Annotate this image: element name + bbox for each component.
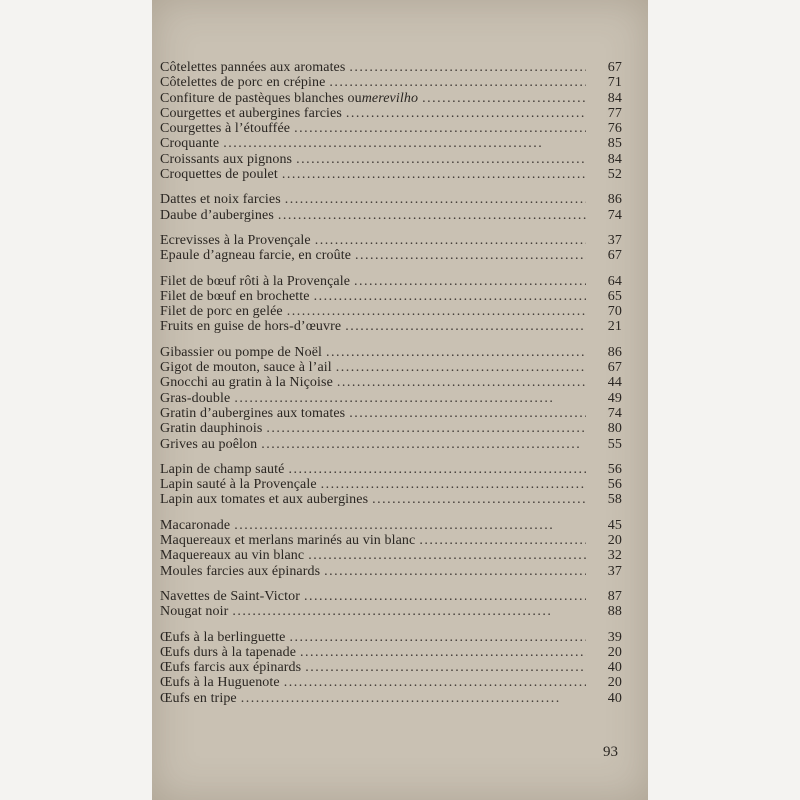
page-number: 93 — [603, 744, 618, 760]
index-group — [160, 192, 622, 223]
entry-page-number: 39 — [607, 629, 622, 645]
dot-leader — [326, 345, 586, 360]
entry-page-number: 32 — [607, 548, 622, 564]
entry-page-number: 21 — [607, 319, 622, 335]
entry-title: Filet de bœuf rôti à la Provençale — [160, 273, 351, 289]
entry-title: Croquante — [160, 136, 220, 152]
entry-title: Gigot de mouton, sauce à l’ail — [160, 360, 332, 376]
dot-leader — [337, 375, 586, 390]
entry-page-number: 52 — [607, 167, 622, 183]
dot-leader — [261, 437, 586, 452]
entry-title: Gratin d’aubergines aux tomates — [160, 405, 346, 421]
entry-title: Nougat noir — [160, 604, 229, 620]
index-entry — [160, 289, 622, 304]
entry-page-number: 45 — [607, 517, 622, 533]
index-entry — [160, 208, 622, 223]
index-entry — [160, 106, 622, 121]
entry-title: Navettes de Saint-Victor — [160, 588, 300, 604]
index-entry — [160, 492, 622, 507]
dot-leader — [349, 60, 586, 75]
entry-title: Dattes et noix farcies — [160, 192, 281, 208]
entry-title: Courgettes et aubergines farcies — [160, 105, 342, 121]
entry-page-number: 56 — [607, 461, 622, 477]
dot-leader — [422, 91, 586, 106]
index-entry — [160, 675, 622, 690]
dot-leader — [278, 208, 586, 223]
index-group — [160, 462, 622, 508]
entry-page-number: 65 — [607, 288, 622, 304]
entry-title-italic: merevilho — [361, 90, 419, 106]
index-entry — [160, 192, 622, 207]
index-entry — [160, 630, 622, 645]
entry-title: Gras-double — [160, 390, 231, 406]
entry-title: Croissants aux pignons — [160, 151, 293, 167]
dot-leader — [289, 630, 586, 645]
entry-title: Lapin sauté à la Provençale — [160, 477, 317, 493]
entry-title: Filet de porc en gelée — [160, 304, 283, 320]
dot-leader — [234, 518, 586, 533]
entry-page-number: 76 — [607, 121, 622, 137]
index-group — [160, 60, 622, 182]
entry-title: Gnocchi au gratin à la Niçoise — [160, 375, 333, 391]
index-entry — [160, 121, 622, 136]
entry-title: Œufs à la berlinguette — [160, 629, 286, 645]
dot-leader — [329, 75, 586, 90]
index-entry — [160, 304, 622, 319]
dot-leader — [284, 675, 586, 690]
entry-title: Maquereaux au vin blanc — [160, 548, 305, 564]
book-page — [152, 0, 648, 800]
dot-leader — [354, 274, 586, 289]
entry-page-number: 40 — [607, 690, 622, 706]
index-group — [160, 518, 622, 579]
entry-title: Daube d’aubergines — [160, 207, 274, 223]
entry-page-number: 85 — [607, 136, 622, 152]
entry-title: Confiture de pastèques blanches ou — [160, 90, 362, 106]
entry-page-number: 71 — [607, 75, 622, 91]
entry-page-number: 86 — [607, 192, 622, 208]
index-entry — [160, 604, 622, 619]
entry-page-number: 56 — [607, 477, 622, 493]
entry-title: Macaronade — [160, 517, 231, 533]
dot-leader — [282, 167, 586, 182]
entry-title: Courgettes à l’étouffée — [160, 121, 291, 137]
index-group — [160, 630, 622, 706]
entry-title: Gratin dauphinois — [160, 421, 263, 437]
index-entry — [160, 60, 622, 75]
dot-leader — [232, 604, 586, 619]
index-entry — [160, 564, 622, 579]
entry-page-number: 37 — [607, 232, 622, 248]
dot-leader — [315, 233, 586, 248]
entry-page-number: 49 — [607, 390, 622, 406]
dot-leader — [349, 406, 586, 421]
entry-page-number: 86 — [607, 344, 622, 360]
index-entry — [160, 319, 622, 334]
index-group — [160, 233, 622, 264]
entry-page-number: 67 — [607, 360, 622, 376]
index-entry — [160, 274, 622, 289]
index-entry — [160, 589, 622, 604]
entry-title: Côtelettes de porc en crépine — [160, 75, 326, 91]
entry-page-number: 74 — [607, 405, 622, 421]
entry-page-number: 44 — [607, 375, 622, 391]
index-entry — [160, 75, 622, 90]
dot-leader — [266, 421, 586, 436]
entry-title: Gibassier ou pompe de Noël — [160, 344, 323, 360]
entry-title: Lapin aux tomates et aux aubergines — [160, 492, 369, 508]
index-entry — [160, 518, 622, 533]
dot-leader — [285, 192, 586, 207]
entry-title: Œufs à la Huguenote — [160, 675, 280, 691]
entry-title: Filet de bœuf en brochette — [160, 288, 310, 304]
dot-leader — [300, 645, 586, 660]
index-entry — [160, 477, 622, 492]
entry-page-number: 55 — [607, 436, 622, 452]
index-entry — [160, 437, 622, 452]
entry-title: Œufs durs à la tapenade — [160, 644, 297, 660]
entry-page-number: 77 — [607, 105, 622, 121]
entry-page-number: 87 — [607, 588, 622, 604]
index-entry — [160, 391, 622, 406]
entry-page-number: 20 — [607, 675, 622, 691]
entry-page-number: 74 — [607, 207, 622, 223]
entry-page-number: 70 — [607, 304, 622, 320]
index-entry — [160, 421, 622, 436]
entry-page-number: 80 — [607, 421, 622, 437]
dot-leader — [294, 121, 586, 136]
index-entry — [160, 691, 622, 706]
index-entry — [160, 645, 622, 660]
entry-title: Epaule d’agneau farcie, en croûte — [160, 248, 352, 264]
dot-leader — [346, 106, 586, 121]
dot-leader — [241, 691, 586, 706]
entry-title: Œufs en tripe — [160, 690, 237, 706]
entry-title: Croquettes de poulet — [160, 167, 278, 183]
index-entry — [160, 248, 622, 263]
entry-page-number: 84 — [607, 90, 622, 106]
dot-leader — [419, 533, 586, 548]
dot-leader — [372, 492, 586, 507]
index-entry — [160, 406, 622, 421]
entry-page-number: 67 — [607, 248, 622, 264]
dot-leader — [308, 548, 586, 563]
entry-title: Fruits en guise de hors-d’œuvre — [160, 319, 342, 335]
index-entry — [160, 462, 622, 477]
entry-page-number: 67 — [607, 60, 622, 75]
dot-leader — [324, 564, 586, 579]
entry-title: Moules farcies aux épinards — [160, 563, 321, 579]
entry-page-number: 40 — [607, 660, 622, 676]
entry-page-number: 20 — [607, 644, 622, 660]
dot-leader — [314, 289, 586, 304]
entry-page-number: 84 — [607, 151, 622, 167]
entry-title: Maquereaux et merlans marinés au vin blanc — [160, 533, 416, 549]
dot-leader — [223, 136, 586, 151]
index-entry — [160, 152, 622, 167]
index-entry — [160, 533, 622, 548]
entry-title: Ecrevisses à la Provençale — [160, 232, 311, 248]
index-group — [160, 274, 622, 335]
index-entry — [160, 233, 622, 248]
entry-page-number: 58 — [607, 492, 622, 508]
recipe-index — [160, 60, 622, 716]
index-entry — [160, 375, 622, 390]
entry-title: Grives au poêlon — [160, 436, 258, 452]
dot-leader — [345, 319, 586, 334]
entry-title: Œufs farcis aux épinards — [160, 660, 302, 676]
index-entry — [160, 360, 622, 375]
entry-title: Côtelettes pannées aux aromates — [160, 60, 346, 75]
index-entry — [160, 91, 622, 106]
index-entry — [160, 548, 622, 563]
entry-page-number: 64 — [607, 273, 622, 289]
dot-leader — [305, 660, 586, 675]
entry-page-number: 37 — [607, 563, 622, 579]
index-entry — [160, 167, 622, 182]
entry-page-number: 88 — [607, 604, 622, 620]
entry-page-number: 20 — [607, 533, 622, 549]
dot-leader — [288, 462, 586, 477]
dot-leader — [321, 477, 586, 492]
dot-leader — [336, 360, 586, 375]
index-group — [160, 589, 622, 620]
dot-leader — [234, 391, 586, 406]
dot-leader — [304, 589, 586, 604]
index-entry — [160, 660, 622, 675]
dot-leader — [287, 304, 586, 319]
entry-title: Lapin de champ sauté — [160, 461, 285, 477]
index-entry — [160, 136, 622, 151]
dot-leader — [296, 152, 586, 167]
index-group — [160, 345, 622, 452]
index-entry — [160, 345, 622, 360]
dot-leader — [355, 248, 586, 263]
